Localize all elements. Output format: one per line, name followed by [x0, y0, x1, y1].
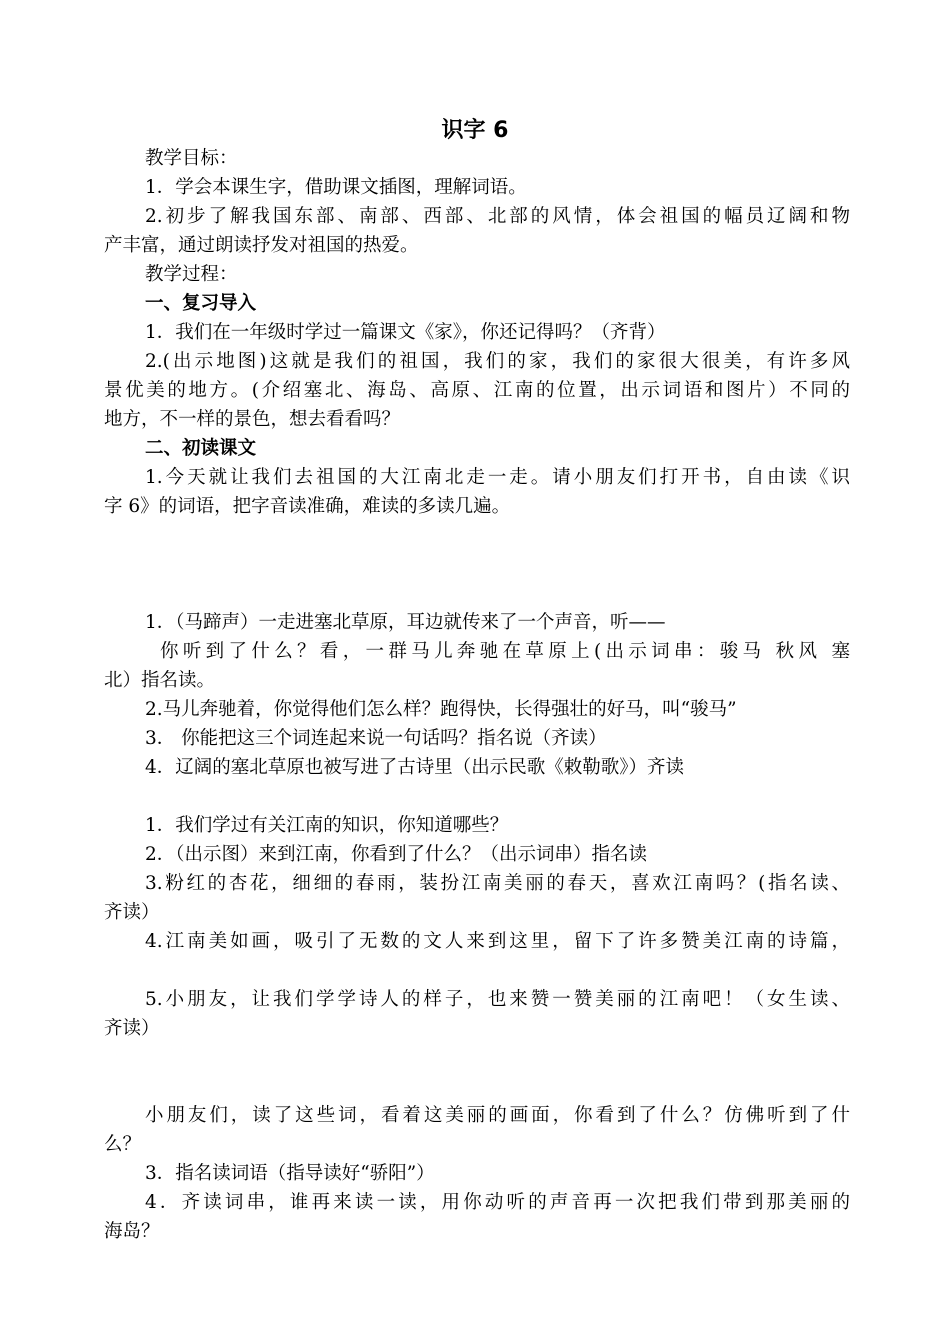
text-line: 4．齐读词串，谁再来读一读，用你动听的声音再一次把我们带到那美丽的: [145, 1192, 850, 1213]
text-line: 北）指名读。: [104, 670, 216, 691]
text-line: 小朋友们，读了这些词，看着这美丽的画面，你看到了什么？仿佛听到了什: [145, 1105, 850, 1126]
text-line: 1.今天就让我们去祖国的大江南北走一走。请小朋友们打开书，自由读《识: [145, 467, 850, 488]
text-line: 3.粉红的杏花，细细的春雨，装扮江南美丽的春天，喜欢江南吗？(指名读、: [145, 873, 850, 894]
text-line: 1．我们在一年级时学过一篇课文《家》，你还记得吗？（齐背）: [145, 322, 666, 343]
text-line: 2.(出示地图)这就是我们的祖国，我们的家，我们的家很大很美，有许多风: [145, 351, 850, 372]
text-line: 2.马儿奔驰着，你觉得他们怎么样？跑得快，长得强壮的好马，叫“骏马”: [145, 699, 737, 720]
text-line: 你听到了什么？看，一群马儿奔驰在草原上(出示词串：骏马 秋风 塞: [160, 641, 850, 662]
text-line: 景优美的地方。(介绍塞北、海岛、高原、江南的位置，出示词语和图片）不同的: [104, 380, 850, 401]
text-line: 齐读）: [104, 1018, 160, 1039]
section-heading: 一、复习导入: [145, 293, 257, 314]
text-line: 1．学会本课生字，借助课文插图，理解词语。: [145, 177, 527, 198]
text-line: 产丰富，通过朗读抒发对祖国的热爱。: [104, 235, 419, 256]
text-line: 教学过程：: [145, 264, 238, 285]
text-line: 么？: [104, 1134, 142, 1155]
text-line: 海岛？: [104, 1221, 160, 1242]
text-line: 4．辽阔的塞北草原也被写进了古诗里（出示民歌《敕勒歌》）齐读: [145, 757, 685, 778]
text-line: 1．（马蹄声）一走进塞北草原，耳边就传来了一个声音，听——: [145, 612, 666, 633]
section-heading: 二、初读课文: [145, 438, 257, 459]
text-line: 2.初步了解我国东部、南部、西部、北部的风情，体会祖国的幅员辽阔和物: [145, 206, 850, 227]
text-line: 3． 你能把这三个词连起来说一句话吗？指名说（齐读）: [145, 728, 607, 749]
text-line: 4.江南美如画，吸引了无数的文人来到这里，留下了许多赞美江南的诗篇，: [145, 931, 850, 952]
page-title: 识字 6: [441, 118, 509, 143]
text-line: 3．指名读词语（指导读好“骄阳”）: [145, 1163, 435, 1184]
text-line: 地方，不一样的景色，想去看看吗？: [104, 409, 401, 430]
text-line: 齐读）: [104, 902, 160, 923]
text-line: 5.小朋友，让我们学学诗人的样子，也来赞一赞美丽的江南吧！（女生读、: [145, 989, 850, 1010]
text-line: 2．（出示图）来到江南，你看到了什么？（出示词串）指名读: [145, 844, 648, 865]
text-line: 教学目标：: [145, 148, 238, 169]
text-line: 1．我们学过有关江南的知识，你知道哪些？: [145, 815, 509, 836]
text-line: 字 6》的词语，把字音读准确，难读的多读几遍。: [104, 496, 511, 517]
